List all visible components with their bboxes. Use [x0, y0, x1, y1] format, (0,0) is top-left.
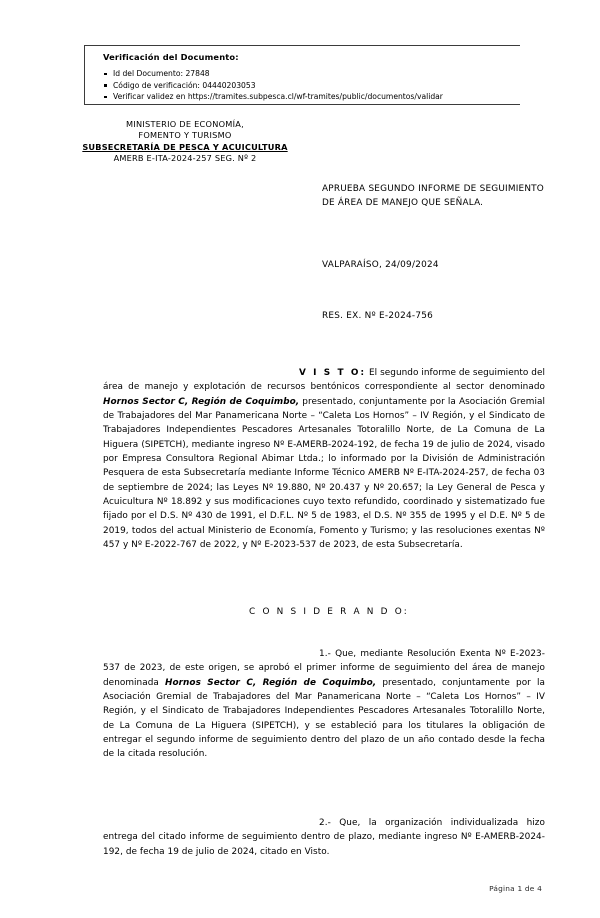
stamp-top-rule	[95, 45, 520, 46]
considerando-1-number: 1.-	[319, 649, 336, 659]
verification-item-code: Código de verificación: 04440203053	[103, 80, 520, 91]
verification-stamp	[84, 45, 520, 105]
considerando-item-2	[103, 816, 545, 859]
considerando-1-amerb-name: Hornos Sector C, Región de Coquimbo,	[165, 677, 377, 688]
considerando-heading: C O N S I D E R A N D O:	[249, 607, 409, 617]
stamp-notch-bottom	[85, 103, 95, 105]
visto-text-part-2: presentado, conjuntamente por la Asociación Gremial de Trabajadores del Mar Panamericana Norte – “Caleta Los Hornos” – IV Región, y el Sindicato de Trabajadores Independientes Pescadores Artesanales Totoralillo Norte, de La Comuna de La Higuera (SIPETCH), mediante ingreso Nº E-AMERB-2024-192, de fecha 19 de julio de 2024, visado por Empresa Consultora Regional Abimar Ltda.; lo informado por la División de Administración Pesquera de esta Subsecretaría mediante Informe Técnico AMERB Nº E-ITA-2024-257, de fecha 03 de septiembre de 2024; las Leyes Nº 19.880, Nº 20.437 y Nº 20.657; la Ley General de Pesca y Acuicultura Nº 18.892 y sus modificaciones cuyo texto refundido, coordinado y sistematizado fue fijado por el D.S. Nº 430 de 1991, el D.F.L. Nº 5 de 1983, el D.S. Nº 355 de 1995 y el D.E. Nº 5 de 2019, todos del actual Ministerio de Economía, Fomento y Turismo; y las resoluciones exentas Nº 457 y Nº E-2022-767 de 2022, y Nº E-2023-537 de 2023, de esta Subsecretaría.	[103, 396, 545, 551]
resolution-rubric: APRUEBA SEGUNDO INFORME DE SEGUIMIENTO DE ÁREA DE MANEJO QUE SEÑALA.	[322, 184, 544, 209]
ministry-line-2: FOMENTO Y TURISMO	[138, 130, 232, 141]
considerando-2-text-part-1: Que, la organización individualizada hizo entrega del citado informe de seguimiento dentro de plazo, mediante ingreso Nº E-AMERB-2024-192, de fecha 19 de julio de 2024, citado en Visto.	[103, 818, 545, 857]
amerb-file-code: AMERB E-ITA-2024-257 SEG. Nº 2	[113, 152, 257, 163]
verification-item-url: Verificar validez en https://tramites.subpesca.cl/wf-tramites/public/documentos/validar	[103, 91, 520, 102]
verification-title: Verificación del Documento:	[103, 52, 239, 62]
considerando-1-text-part-1: Que, mediante Resolución Exenta Nº E-2023-537 de 2023, de este origen, se aprobó el primer informe de seguimiento del área de manejo denominada	[103, 649, 545, 688]
place-and-date: VALPARAÍSO, 24/09/2024	[322, 260, 439, 270]
verification-box	[84, 45, 520, 105]
stamp-notch-top	[85, 45, 95, 47]
considerando-2-number: 2.-	[319, 818, 340, 828]
resolution-number: RES. EX. Nº E-2024-756	[322, 311, 434, 321]
visto-amerb-name: Hornos Sector C, Región de Coquimbo,	[103, 396, 300, 407]
visto-paragraph	[103, 366, 545, 552]
considerando-1-text-part-2: presentado, conjuntamente por la Asociación Gremial de Trabajadores del Mar Panamericana Norte – “Caleta Los Hornos” – IV Región, y el Sindicato de Trabajadores Independientes Pescadores Artesanales Totoralillo Norte, de La Comuna de La Higuera (SIPETCH), y se estableció para los titulares la obligación de entregar el segundo informe de seguimiento dentro del plazo de un año contado desde la fecha de la citada resolución.	[103, 677, 545, 760]
verification-list	[103, 68, 520, 102]
visto-keyword: V I S T O:	[299, 368, 367, 378]
subsecretaria-name: SUBSECRETARÍA DE PESCA Y ACUICULTURA	[82, 141, 288, 152]
considerando-item-1	[103, 647, 545, 762]
organization-header	[55, 119, 315, 164]
page-footer: Página 1 de 4	[489, 884, 542, 893]
ministry-line-1: MINISTERIO DE ECONOMÍA,	[126, 119, 244, 129]
visto-text-part-1: El segundo informe de seguimiento del área de manejo y explotación de recursos bentónicos correspondiente al sector denominado	[103, 368, 545, 393]
verification-item-document-id: Id del Documento: 27848	[103, 68, 520, 79]
